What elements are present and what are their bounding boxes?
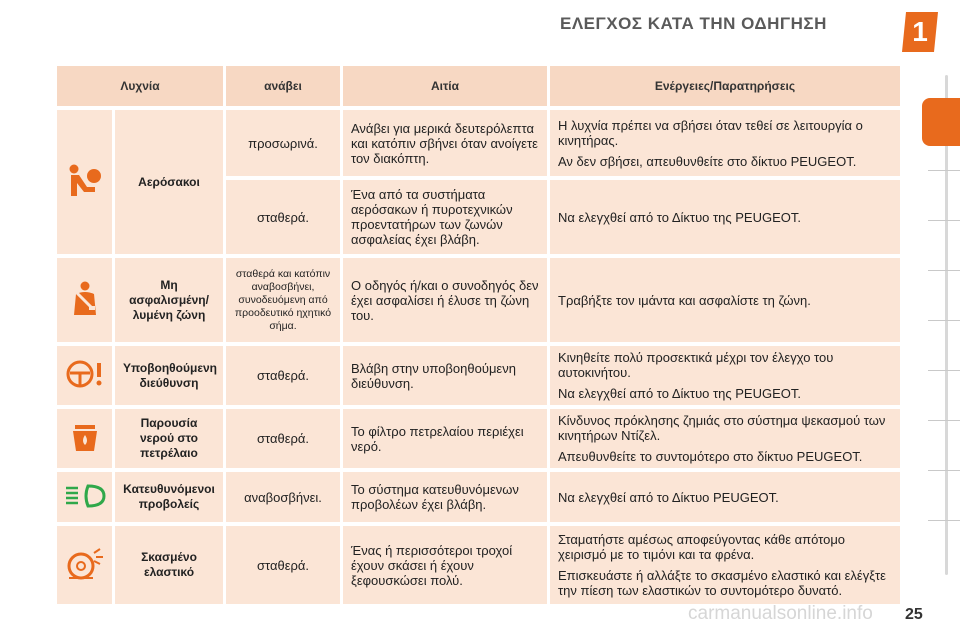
cause-text: Ο οδηγός ή/και ο συνοδηγός δεν έχει ασφαλίσει ή έλυσε τη ζώνη του. bbox=[343, 258, 550, 342]
lit-state: σταθερά. bbox=[226, 409, 343, 468]
actions-cell bbox=[550, 346, 903, 405]
chapter-tab[interactable] bbox=[928, 270, 960, 319]
cause-text: Βλάβη στην υποβοηθούμενη διεύθυνση. bbox=[343, 346, 550, 405]
action-text: Να ελεγχθεί από το Δίκτυο της PEUGEOT. bbox=[558, 386, 801, 401]
chapter-tab[interactable] bbox=[928, 220, 960, 269]
lit-state: σταθερά. bbox=[226, 526, 343, 604]
chapter-tab[interactable] bbox=[928, 370, 960, 419]
actions-cell bbox=[550, 258, 903, 342]
actions-cell bbox=[550, 110, 903, 176]
light-name: Αερόσακοι bbox=[115, 110, 226, 254]
water-in-diesel-icon bbox=[57, 409, 115, 468]
light-name: Υποβοηθούμενη διεύθυνση bbox=[115, 346, 226, 405]
cause-text: Ένα από τα συστήματα αερόσακων ή πυροτεχνικών προεντατήρων των ζωνών ασφαλείας έχει βλάβη. bbox=[343, 180, 550, 254]
airbag-icon bbox=[57, 110, 115, 254]
action-text: Απευθυνθείτε το συντομότερο στο δίκτυο PEUGEOT. bbox=[558, 449, 863, 464]
table-row bbox=[57, 346, 903, 405]
flat-tyre-icon bbox=[57, 526, 115, 604]
table-row bbox=[57, 409, 903, 468]
chapter-tabs bbox=[928, 70, 960, 580]
actions-cell bbox=[550, 472, 903, 522]
chapter-tab[interactable] bbox=[928, 170, 960, 219]
page-number: 25 bbox=[905, 606, 923, 623]
col-header-actions: Ενέργειες/Παρατηρήσεις bbox=[550, 66, 903, 106]
light-name: Παρουσία νερού στο πετρέλαιο bbox=[115, 409, 226, 468]
action-text: Κίνδυνος πρόκλησης ζημιάς στο σύστημα ψεκασμού των κινητήρων Ντίζελ. bbox=[558, 413, 886, 443]
cause-text: Το φίλτρο πετρελαίου περιέχει νερό. bbox=[343, 409, 550, 468]
table-row bbox=[57, 472, 903, 522]
chapter-tab[interactable] bbox=[928, 320, 960, 369]
lit-state: σταθερά. bbox=[226, 346, 343, 405]
chapter-tab-active[interactable] bbox=[922, 98, 960, 146]
action-text: Να ελεγχθεί από το Δίκτυο PEUGEOT. bbox=[558, 489, 779, 505]
table-header-row bbox=[57, 66, 903, 106]
action-text: Η λυχνία πρέπει να σβήσει όταν τεθεί σε λειτουργία ο κινητήρας. bbox=[558, 117, 863, 148]
chapter-tab[interactable] bbox=[928, 470, 960, 519]
power-steering-icon bbox=[57, 346, 115, 405]
cause-text: Ένας ή περισσότεροι τροχοί έχουν σκάσει ή έχουν ξεφουσκώσει πολύ. bbox=[343, 526, 550, 604]
col-header-cause: Αιτία bbox=[343, 66, 550, 106]
chapter-badge bbox=[900, 10, 940, 54]
seatbelt-icon bbox=[57, 258, 115, 342]
cause-text: Ανάβει για μερικά δευτερόλεπτα και κατόπιν σβήνει όταν ανοίγετε τον διακόπτη. bbox=[343, 110, 550, 176]
action-text: Να ελεγχθεί από το Δίκτυο της PEUGEOT. bbox=[558, 209, 801, 225]
action-text: Τραβήξτε τον ιμάντα και ασφαλίστε τη ζώνη. bbox=[558, 292, 811, 308]
chapter-tab[interactable] bbox=[928, 420, 960, 469]
chapter-tab[interactable] bbox=[928, 520, 960, 569]
col-header-lit: ανάβει bbox=[226, 66, 343, 106]
actions-cell bbox=[550, 526, 903, 604]
watermark: carmanualsonline.info bbox=[688, 603, 873, 624]
col-header-light: Λυχνία bbox=[57, 66, 226, 106]
light-name: Μη ασφαλισμένη/ λυμένη ζώνη bbox=[115, 258, 226, 342]
table-row bbox=[57, 110, 903, 176]
headlamp-leveling-icon bbox=[57, 472, 115, 522]
chapter-number: 1 bbox=[912, 16, 928, 47]
action-text: Σταματήστε αμέσως αποφεύγοντας κάθε απότομο χειρισμό με το τιμόνι και τα φρένα. bbox=[558, 532, 846, 562]
table-row bbox=[57, 526, 903, 604]
lit-state: προσωρινά. bbox=[226, 110, 343, 176]
lit-state: σταθερά και κατόπιν αναβοσβήνει, συνοδευόμενη από προοδευτικό ηχητικό σήμα. bbox=[226, 258, 343, 342]
lit-state: αναβοσβήνει. bbox=[226, 472, 343, 522]
action-text: Επισκευάστε ή αλλάξτε το σκασμένο ελαστικό και ελέγξτε την πίεση των ελαστικών το συντομότερο δυνατό. bbox=[558, 568, 886, 598]
table-row bbox=[57, 258, 903, 342]
actions-cell bbox=[550, 409, 903, 468]
actions-cell bbox=[550, 180, 903, 254]
light-name: Κατευθυνόμενοι προβολείς bbox=[115, 472, 226, 522]
action-text: Αν δεν σβήσει, απευθυνθείτε στο δίκτυο PEUGEOT. bbox=[558, 153, 857, 169]
light-name: Σκασμένο ελαστικό bbox=[115, 526, 226, 604]
action-text: Κινηθείτε πολύ προσεκτικά μέχρι τον έλεγχο του αυτοκινήτου. bbox=[558, 350, 834, 380]
lit-state: σταθερά. bbox=[226, 180, 343, 254]
page-title: ΕΛΕΓΧΟΣ ΚΑΤΑ ΤΗΝ ΟΔΗΓΗΣΗ bbox=[560, 14, 827, 33]
cause-text: Το σύστημα κατευθυνόμενων προβολέων έχει βλάβη. bbox=[343, 472, 550, 522]
warning-lights-table bbox=[57, 62, 903, 608]
